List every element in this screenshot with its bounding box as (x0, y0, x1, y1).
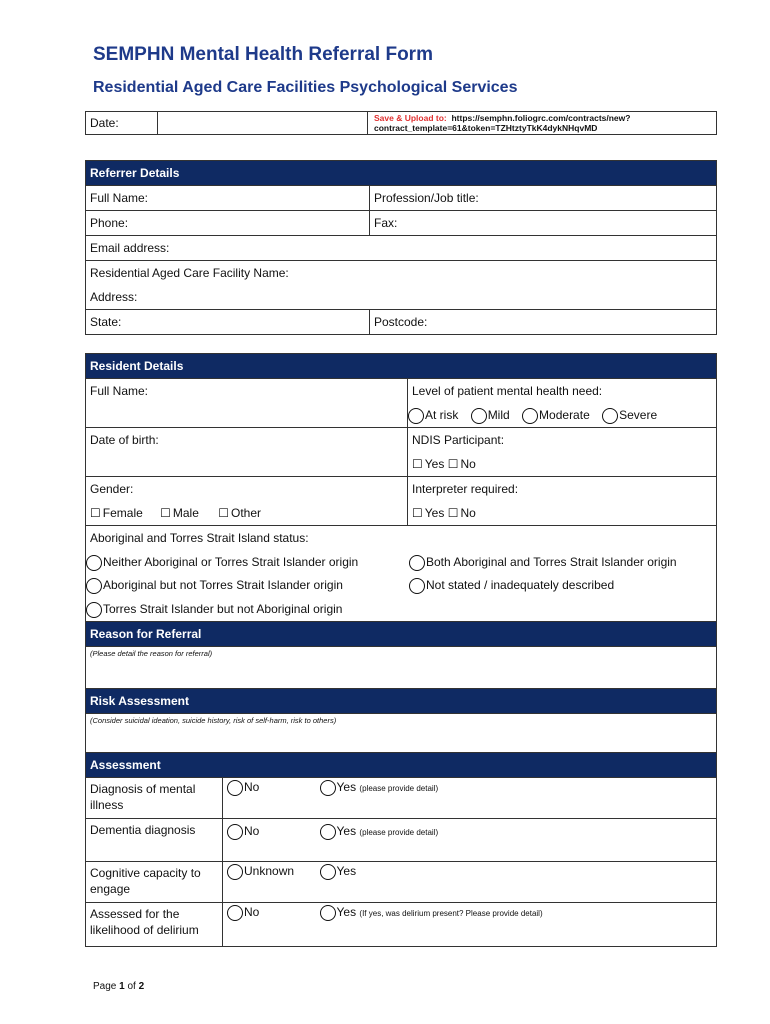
radio-icon (227, 780, 243, 796)
assessment-heading: Assessment (86, 753, 717, 778)
interpreter-cell (408, 477, 717, 526)
assessment-label: Dementia diagnosis (86, 819, 223, 862)
checkbox-icon: ☐ (218, 506, 230, 520)
atsi-both-option[interactable]: Both Aboriginal and Torres Strait Islander origin (409, 550, 677, 574)
ndis-no-option[interactable]: ☐ No (448, 457, 476, 471)
assessment-label: Assessed for the likelihood of delirium (86, 903, 223, 947)
checkbox-icon: ☐ (412, 457, 423, 471)
radio-icon (86, 602, 102, 618)
need-options (408, 403, 712, 427)
atsi-neither-option[interactable]: Neither Aboriginal or Torres Strait Islander origin (86, 550, 358, 574)
assessment-opt2[interactable]: Yes (If yes, was delirium present? Please provide detail) (316, 903, 717, 947)
assessment-opt1[interactable]: No (223, 778, 316, 819)
form-subtitle: Residential Aged Care Facilities Psychological Services (93, 79, 518, 96)
referrer-fax[interactable]: Fax: (370, 211, 717, 236)
radio-icon (86, 555, 102, 571)
need-severe-option[interactable]: Severe (602, 408, 657, 422)
interpreter-label: Interpreter required: (412, 482, 519, 496)
radio-icon (320, 824, 336, 840)
need-at-risk-option[interactable]: At risk (408, 408, 458, 422)
date-field[interactable] (158, 112, 368, 135)
gender-female-option[interactable]: ☐ Female (90, 506, 143, 520)
assessment-table (85, 752, 717, 947)
need-cell (408, 379, 717, 428)
facility-address-cell[interactable] (86, 261, 717, 310)
form-title: SEMPHN Mental Health Referral Form (93, 44, 433, 65)
radio-icon (408, 408, 424, 424)
checkbox-icon: ☐ (90, 506, 101, 520)
reason-field[interactable]: (Please detail the reason for referral) (86, 647, 717, 689)
resident-dob[interactable]: Date of birth: (86, 428, 408, 477)
assessment-label: Diagnosis of mental illness (86, 778, 223, 819)
referrer-phone[interactable]: Phone: (86, 211, 370, 236)
save-upload-url-1[interactable]: https://semphn.foliogrc.com/contracts/new? (451, 113, 631, 123)
radio-icon (320, 905, 336, 921)
need-label: Level of patient mental health need: (412, 384, 603, 398)
checkbox-icon: ☐ (447, 457, 459, 471)
radio-icon (86, 578, 102, 594)
referrer-state[interactable]: State: (86, 310, 370, 335)
address-label: Address: (90, 290, 138, 304)
referrer-postcode[interactable]: Postcode: (370, 310, 717, 335)
table-row (86, 862, 717, 903)
referrer-table (85, 160, 717, 335)
assessment-label: Cognitive capacity to engage (86, 862, 223, 903)
assessment-opt2[interactable]: Yes (316, 862, 717, 903)
date-row-table (85, 111, 717, 135)
resident-heading: Resident Details (86, 354, 717, 379)
radio-icon (227, 864, 243, 880)
radio-icon (320, 864, 336, 880)
referrer-full-name[interactable]: Full Name: (86, 186, 370, 211)
resident-table (85, 353, 717, 755)
assessment-opt1[interactable]: Unknown (223, 862, 316, 903)
referrer-heading: Referrer Details (86, 161, 717, 186)
atsi-cell (86, 526, 717, 622)
need-mild-option[interactable]: Mild (471, 408, 510, 422)
gender-label: Gender: (90, 482, 134, 496)
atsi-torres-option[interactable]: Torres Strait Islander but not Aboriginal origin (86, 597, 342, 621)
atsi-not-stated-option[interactable]: Not stated / inadequately described (409, 573, 614, 597)
save-upload-label: Save & Upload to: (374, 113, 447, 123)
table-row (86, 903, 717, 947)
assessment-opt2[interactable]: Yes (please provide detail) (316, 819, 717, 862)
gender-other-option[interactable]: ☐ Other (218, 506, 261, 520)
risk-heading: Risk Assessment (86, 689, 717, 714)
radio-icon (227, 824, 243, 840)
ndis-cell (408, 428, 717, 477)
ndis-label: NDIS Participant: (412, 433, 505, 447)
assessment-opt1[interactable]: No (223, 903, 316, 947)
radio-icon (227, 905, 243, 921)
risk-field[interactable]: (Consider suicidal ideation, suicide history, risk of self-harm, risk to others) (86, 714, 717, 755)
interpreter-yes-option[interactable]: ☐ Yes (412, 506, 444, 520)
save-upload-url-2[interactable]: contract_template=61&token=TZHtztyTkK4dykNHqvMD (374, 123, 598, 133)
interpreter-no-option[interactable]: ☐ No (448, 506, 476, 520)
ndis-yes-option[interactable]: ☐ Yes (412, 457, 444, 471)
radio-icon (409, 578, 425, 594)
gender-cell (86, 477, 408, 526)
table-row (86, 819, 717, 862)
checkbox-icon: ☐ (412, 506, 423, 520)
resident-full-name[interactable]: Full Name: (86, 379, 408, 428)
need-moderate-option[interactable]: Moderate (522, 408, 590, 422)
facility-name-label: Residential Aged Care Facility Name: (90, 266, 289, 280)
atsi-label: Aboriginal and Torres Strait Island status: (90, 531, 309, 545)
radio-icon (409, 555, 425, 571)
page-number: Page 1 of 2 (93, 981, 145, 992)
checkbox-icon: ☐ (447, 506, 459, 520)
reason-heading: Reason for Referral (86, 622, 717, 647)
referrer-email[interactable]: Email address: (86, 236, 717, 261)
checkbox-icon: ☐ (160, 506, 171, 520)
gender-male-option[interactable]: ☐ Male (160, 506, 199, 520)
referrer-profession[interactable]: Profession/Job title: (370, 186, 717, 211)
radio-icon (471, 408, 487, 424)
atsi-aboriginal-option[interactable]: Aboriginal but not Torres Strait Islander origin (86, 573, 343, 597)
radio-icon (522, 408, 538, 424)
radio-icon (320, 780, 336, 796)
date-label: Date: (86, 112, 158, 135)
radio-icon (602, 408, 618, 424)
table-row (86, 778, 717, 819)
assessment-opt1[interactable]: No (223, 819, 316, 862)
assessment-opt2[interactable]: Yes (please provide detail) (316, 778, 717, 819)
save-upload-cell (368, 112, 717, 135)
